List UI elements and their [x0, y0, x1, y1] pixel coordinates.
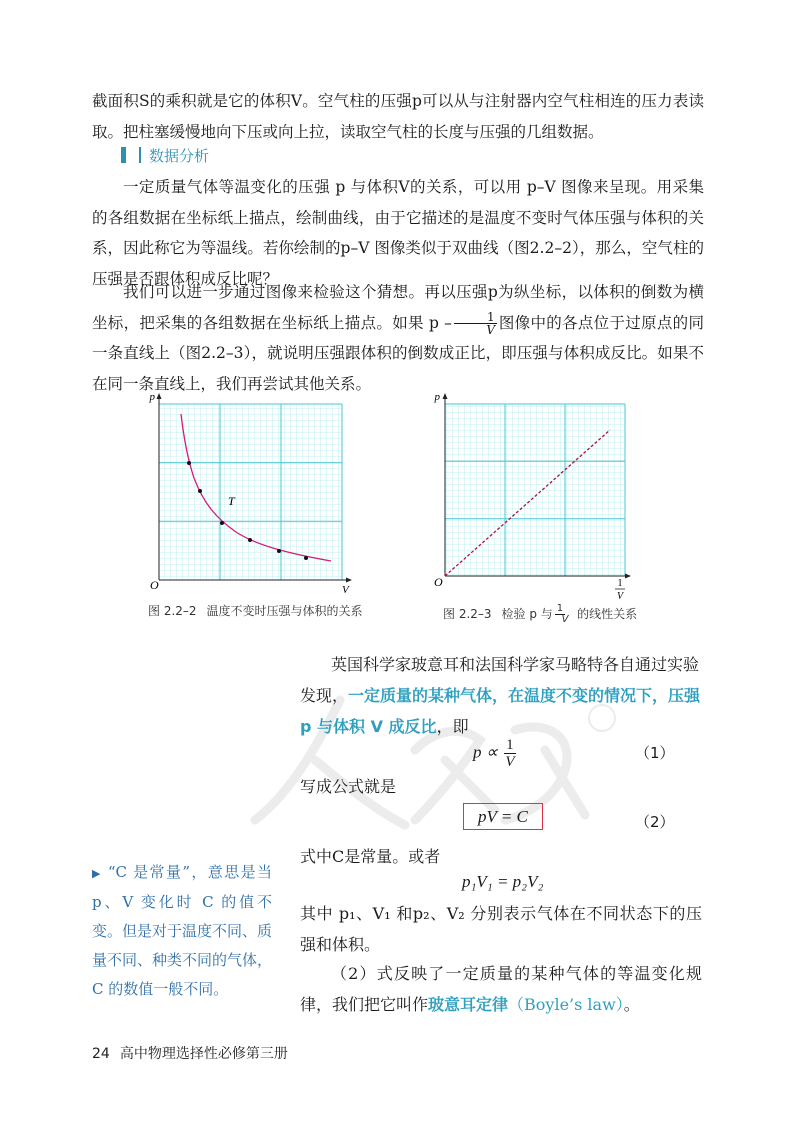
paragraph-intro: 截面积S的乘积就是它的体积V。空气柱的压强p可以从与注射器内空气柱相连的压力表读取。 [92, 92, 704, 141]
margin-note [92, 858, 272, 1004]
graph-p-inverse-v [428, 388, 638, 608]
caption-text-a: 检验 p 与 [501, 607, 553, 621]
paragraph-procedure: 把柱塞缓慢地向下压或向上拉，读取空气柱的长度与压强的几组数据。 [123, 123, 604, 141]
equation-3-explanation: 其中 p₁、V₁ 和p₂、V₂ 分别表示气体在不同状态下的压强和体积。 [300, 904, 702, 954]
law-name-english: （Boyle’s law） [508, 995, 624, 1014]
x-axis-arrow-icon [625, 574, 631, 579]
fraction-denominator: V [486, 323, 496, 337]
data-point [277, 549, 281, 553]
caption-text: 温度不变时压强与体积的关系 [206, 604, 363, 618]
heading-bar-thin-icon [139, 147, 141, 163]
data-point [248, 538, 252, 542]
law-name: 玻意耳定律 [428, 995, 509, 1014]
curve-label: T [228, 494, 235, 508]
y-axis-label: p [434, 391, 440, 403]
boyle-intro: 英国科学家玻意耳和法国科学家马略特各自通过实验发现， [300, 655, 700, 705]
data-point [198, 489, 202, 493]
section-title: 数据分析 [149, 146, 210, 165]
caption-figure-2-2-3 [443, 604, 637, 625]
caption-number: 图 2.2–2 [148, 604, 197, 618]
x-axis-label-denominator: V [616, 591, 624, 602]
equation-1-fraction [504, 737, 516, 770]
equation-1-number: （1） [635, 744, 675, 762]
data-point [187, 461, 191, 465]
equation-1-lhs: p ∝ [473, 742, 498, 762]
origin-label: O [150, 578, 159, 592]
inline-fraction [454, 311, 497, 336]
caption-fraction-denominator: V [561, 614, 569, 625]
section-heading [121, 143, 209, 167]
caption-figure-2-2-2 [148, 602, 363, 619]
y-axis-arrow-icon [443, 393, 448, 399]
equation-1-denominator: V [505, 754, 515, 770]
heading-bar-icon [121, 147, 126, 163]
law-conclusion-b: 。 [623, 995, 640, 1014]
triangle-bullet-icon: ▶ [92, 867, 102, 880]
grid-fine [445, 404, 625, 576]
origin-label: O [434, 575, 443, 589]
book-title: 高中物理选择性必修第三册 [119, 1046, 288, 1062]
constant-definition: 式中C是常量。或者 [300, 847, 441, 866]
caption-fraction [555, 604, 575, 625]
paragraph-pv-graph: 一定质量气体等温变化的压强 p 与体积V的关系，可以用 p–V 图像来呈现。用采集的各组数据在坐标纸上描点，绘制曲线，由于它描述的是温度不变时气体压强与体积的关系，因此称它为等温线。若你绘制的p–V 图像类似于双曲线（图2.2–2），那么，空气柱的压强是否跟体积成反比呢？ [92, 178, 704, 288]
caption-fraction-numerator: 1 [556, 603, 564, 614]
y-axis-label: p [149, 391, 155, 403]
equation-1-numerator: 1 [506, 737, 514, 753]
paragraph-boyle-law-name [300, 958, 702, 1020]
equation-3: p₁V₁ = p₂V₂ [462, 872, 544, 891]
paragraph-inverse-check [92, 277, 704, 399]
paragraph-inverse-check-b: 图像中的各点位于过原点的同一条直线上（图2.2–3），就说明压强跟体积的倒数成正比，即压强与体积成反比。如果不在同一条直线上，我们再尝试其他关系。 [92, 313, 704, 393]
boyle-tail: ，即 [436, 717, 469, 736]
caption-number: 图 2.2–3 [443, 607, 492, 621]
grid-fine [159, 404, 342, 580]
boyle-statement-highlight: 一定质量的某种气体，在温度不变的情况下，压强 p 与体积 V 成反比 [300, 686, 701, 736]
equation-1 [473, 737, 518, 770]
data-point [304, 556, 308, 560]
law-conclusion-a: （2）式反映了一定质量的某种气体的等温变化规律，我们把它叫作 [300, 964, 702, 1014]
formula-intro: 写成公式就是 [300, 777, 397, 796]
caption-text-b: 的线性关系 [577, 607, 638, 621]
paragraph-boyle-discovery [300, 649, 702, 742]
page-number: 24 [92, 1046, 110, 1062]
equation-2-boxed: pV = C [463, 803, 543, 830]
graph-pv-isotherm [146, 390, 361, 595]
paragraph-inverse-check-a: 我们可以进一步通过图像来检验这个猜想。再以压强p为纵坐标，以体积的倒数为横坐标，把采集的各组数据在坐标纸上描点。如果 p – [92, 283, 704, 332]
y-axis-arrow-icon [157, 393, 162, 399]
fraction-numerator: 1 [454, 311, 497, 324]
equation-2 [463, 807, 543, 827]
x-axis-label: V [342, 584, 349, 595]
data-point [220, 521, 224, 525]
equation-2-number: （2） [635, 813, 675, 831]
x-axis-label-numerator: 1 [617, 578, 623, 589]
page-footer [92, 1043, 288, 1063]
margin-note-text: “C 是常量”，意思是当 p、V 变化时 C 的值不变。但是对于温度不同、质量不同、种类不同的气体，C 的数值一般不同。 [92, 863, 273, 998]
x-axis-arrow-icon [346, 578, 352, 583]
